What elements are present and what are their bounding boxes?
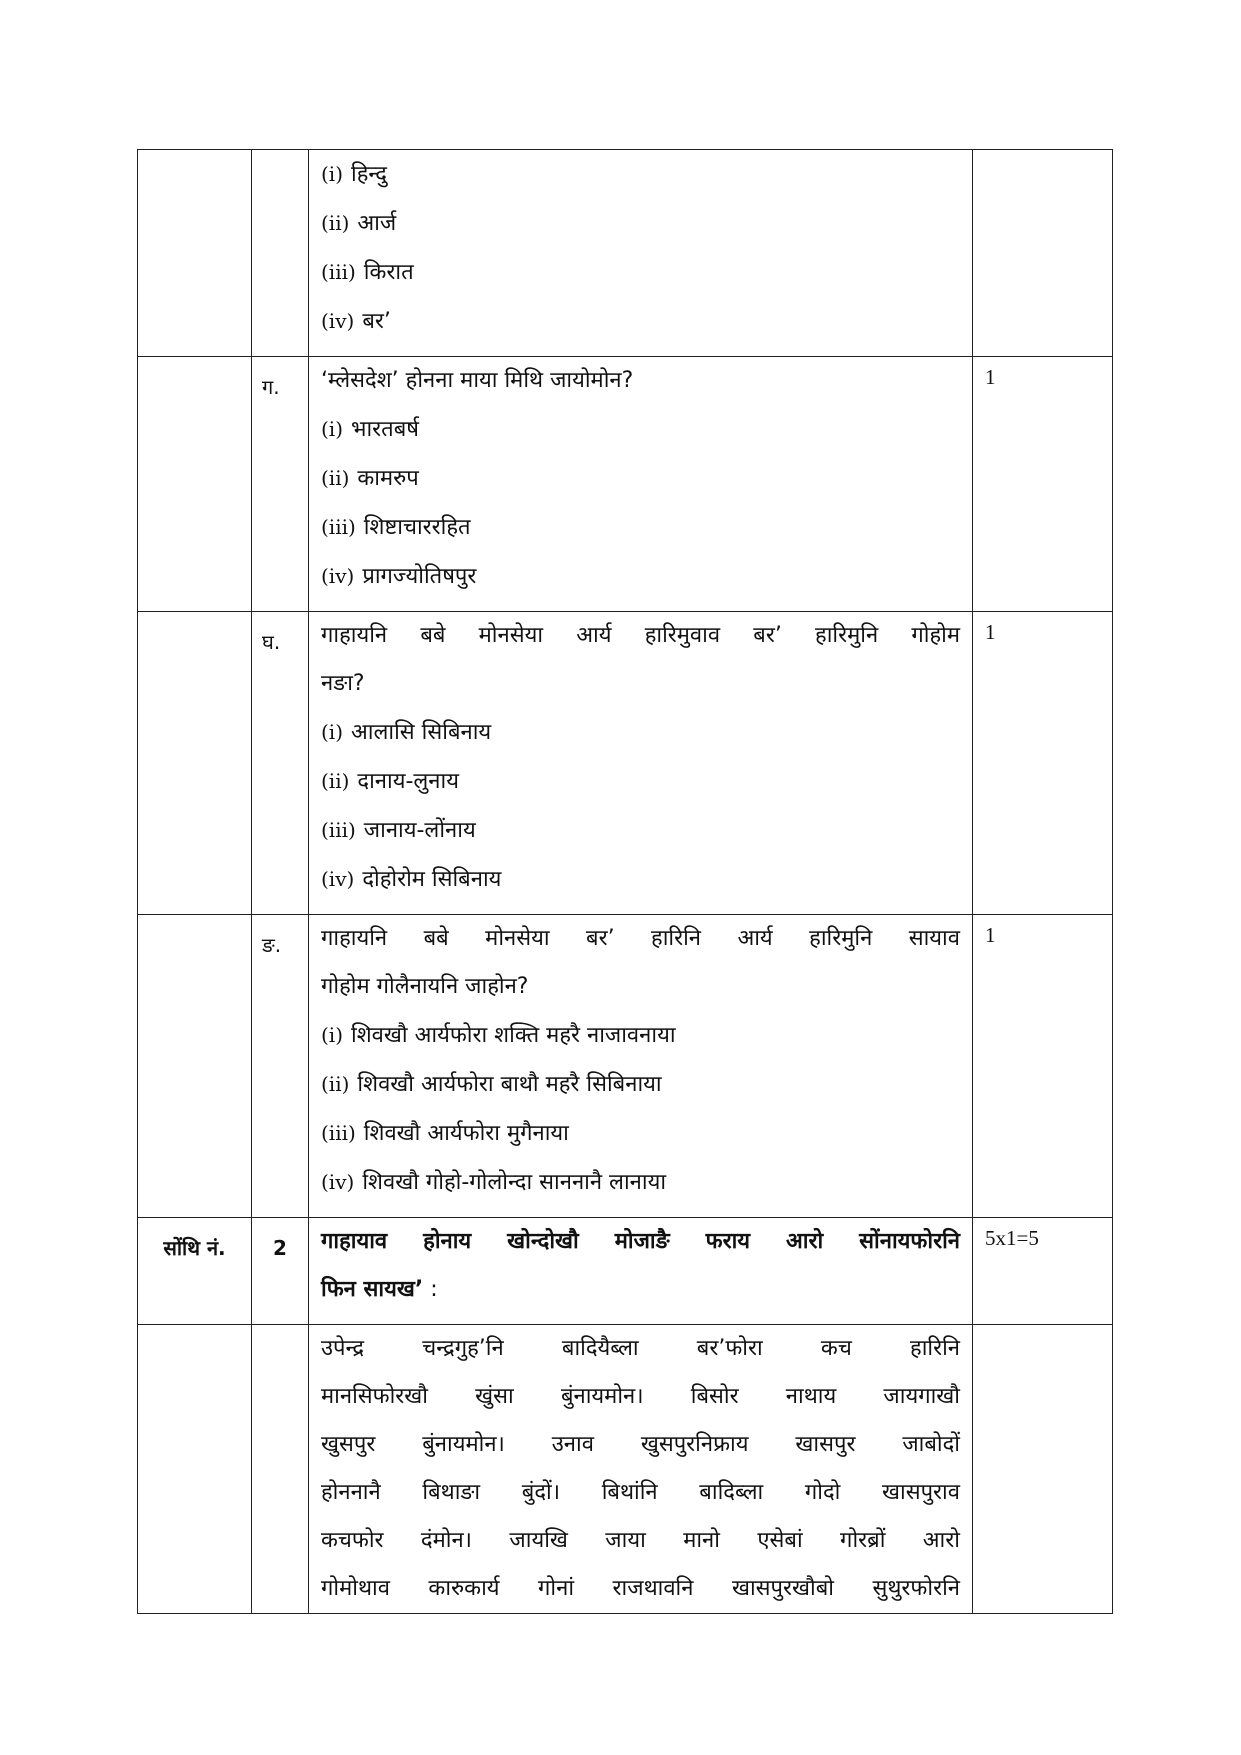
question-text: ‘म्लेसदेश’ होनना माया मिथि जायोमोन?: [321, 368, 634, 393]
option-iv: (iv) दोहोरोम सिबिनाय: [321, 867, 502, 892]
question-label: घ.: [262, 630, 281, 654]
table-row-ga: [138, 357, 1113, 612]
option-iii: (iii) शिवखौ आर्यफोरा मुगैनाया: [321, 1121, 569, 1146]
passage-line: होननानै बिथाङा बुंदों। बिथांनि बादिब्ला गोदो खासपुराव: [321, 1480, 960, 1505]
question-text-line1: गाहायनि बबे मोनसेया आर्य हारिमुवाव बर’ हारिमुनि गोहोम: [321, 623, 960, 648]
option-iii: (iii) किरात: [321, 260, 414, 285]
option-iii: (iii) जानाय-लोंनाय: [321, 818, 476, 843]
option-i: (i) शिवखौ आर्यफोरा शक्ति महरै नाजावनाया: [321, 1023, 676, 1048]
question-number: 2: [273, 1236, 287, 1260]
question-label: ग.: [262, 375, 280, 399]
table-row-gha: [138, 612, 1113, 915]
option-ii: (ii) शिवखौ आर्यफोरा बाथौ महरै सिबिनाया: [321, 1072, 662, 1097]
instruction-line1: गाहायाव होनाय खोन्दोखौ मोजाङै फराय आरो सोंनायफोरनि: [321, 1229, 960, 1254]
passage: [309, 1325, 972, 1613]
passage-line: खुसपुर बुंनायमोन। उनाव खुसपुरनिफ्राय खासपुर जाबोदों: [321, 1432, 960, 1457]
passage-line: उपेन्द्र चन्द्रगुह’नि बादियैब्ला बर’फोरा कच हारिनि: [321, 1336, 960, 1361]
option-ii: (ii) कामरुप: [321, 466, 419, 491]
question-text-line2: नङा?: [321, 671, 365, 696]
option-ii: (ii) आर्ज: [321, 211, 397, 236]
instruction-line2: फिन सायख’ :: [321, 1277, 438, 1302]
question-text-line2: गोहोम गोलैनायनि जाहोन?: [321, 974, 529, 999]
question-text-line1: गाहायनि बबे मोनसेया बर’ हारिनि आर्य हारिमुनि सायाव: [321, 926, 960, 951]
marks-value: 5x1=5: [985, 1226, 1039, 1250]
option-iv: (iv) प्रागज्योतिषपुर: [321, 564, 477, 589]
question-number-label: सोंथि नं.: [163, 1236, 226, 1260]
passage-line: गोमोथाव कारुकार्य गोनां राजथावनि खासपुरखौबो सुथुरफोरनि: [321, 1576, 960, 1601]
table-row-passage: [138, 1325, 1113, 1614]
option-iv: (iv) बर’: [321, 309, 391, 334]
marks-value: 1: [985, 365, 996, 389]
option-i: (i) हिन्दु: [321, 162, 387, 187]
question-table: [137, 149, 1113, 1614]
table-row-nga: [138, 915, 1113, 1218]
passage-line: मानसिफोरखौ खुंसा बुंनायमोन। बिसोर नाथाय जायगाखौ: [321, 1384, 960, 1409]
table-row-q2: [138, 1218, 1113, 1325]
table-row-options-prev: [138, 150, 1113, 357]
option-iii: (iii) शिष्टाचाररहित: [321, 515, 471, 540]
marks-value: 1: [985, 923, 996, 947]
option-i: (i) भारतबर्ष: [321, 417, 419, 442]
option-i: (i) आलासि सिबिनाय: [321, 720, 492, 745]
option-ii: (ii) दानाय-लुनाय: [321, 769, 459, 794]
option-iv: (iv) शिवखौ गोहो-गोलोन्दा साननानै लानाया: [321, 1170, 667, 1195]
question-label: ङ.: [262, 933, 282, 957]
marks-value: 1: [985, 620, 996, 644]
passage-line: कचफोर दंमोन। जायखि जाया मानो एसेबां गोरब्रों आरो: [321, 1528, 960, 1553]
